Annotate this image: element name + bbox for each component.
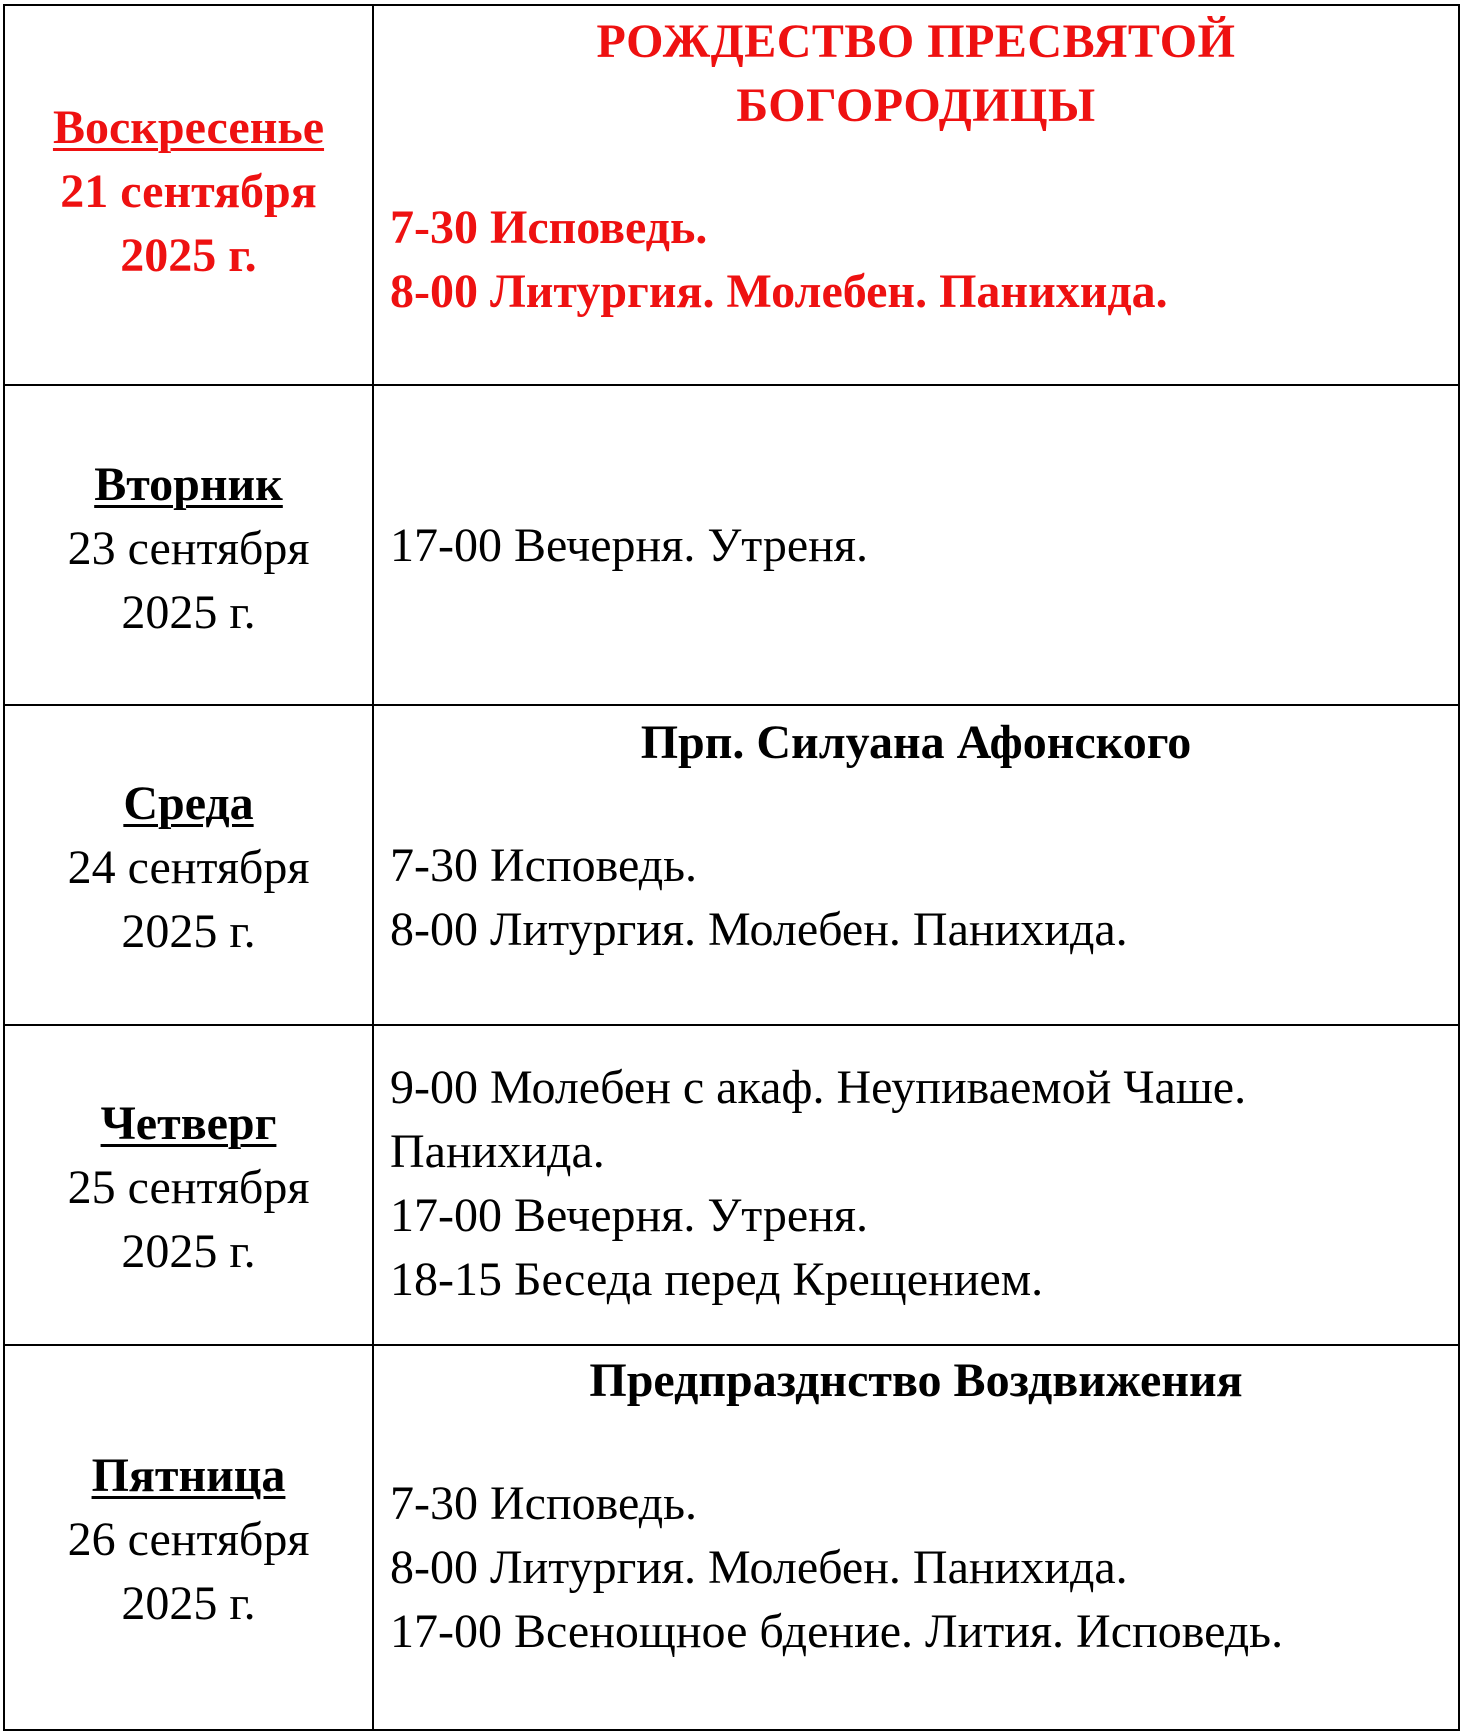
service-line: 7-30 Исповедь.: [390, 839, 698, 892]
date: 26 сентября: [67, 1513, 310, 1566]
date-cell: [4, 705, 373, 1025]
weekday: Вторник: [94, 458, 283, 511]
schedule-row-friday: [4, 1345, 1459, 1730]
date: 21 сентября: [60, 165, 317, 218]
service-line: 18-15 Беседа перед Крещением.: [390, 1253, 1044, 1306]
service-line: 9-00 Молебен с акаф. Неупиваемой Чаше.: [390, 1061, 1247, 1114]
services-cell: [373, 705, 1459, 1025]
service-line: 8-00 Литургия. Молебен. Панихида.: [390, 265, 1168, 318]
service-line: 17-00 Всенощное бдение. Лития. Исповедь.: [390, 1605, 1284, 1658]
feast-title: Предпразднство Воздвижения: [589, 1354, 1243, 1407]
weekday: Четверг: [100, 1097, 277, 1150]
service-line: 8-00 Литургия. Молебен. Панихида.: [390, 1541, 1128, 1594]
service-line: 7-30 Исповедь.: [390, 1477, 698, 1530]
schedule-row-tuesday: [4, 385, 1459, 705]
services-cell: [373, 385, 1459, 705]
schedule-row-thursday: [4, 1025, 1459, 1345]
date-cell: [4, 1345, 373, 1730]
service-line: 17-00 Вечерня. Утреня.: [390, 519, 868, 572]
service-line: Панихида.: [390, 1125, 605, 1178]
year: 2025 г.: [121, 1225, 256, 1278]
services-cell: [373, 1345, 1459, 1730]
date: 24 сентября: [67, 841, 310, 894]
feast-title: РОЖДЕСТВО ПРЕСВЯТОЙ: [596, 15, 1236, 68]
weekday: Пятница: [91, 1449, 286, 1502]
weekday: Среда: [123, 777, 254, 830]
year: 2025 г.: [121, 586, 256, 639]
date-cell: [4, 5, 373, 385]
services-cell: [373, 1025, 1459, 1345]
feast-title: Прп. Силуана Афонского: [640, 716, 1192, 769]
schedule-row-sunday: [4, 5, 1459, 385]
services-cell: [373, 5, 1459, 385]
service-line: 8-00 Литургия. Молебен. Панихида.: [390, 903, 1128, 956]
date: 25 сентября: [67, 1161, 310, 1214]
feast-title: БОГОРОДИЦЫ: [736, 79, 1096, 132]
year: 2025 г.: [121, 1577, 256, 1630]
date: 23 сентября: [67, 522, 310, 575]
schedule-row-wednesday: [4, 705, 1459, 1025]
weekday: Воскресенье: [52, 101, 325, 154]
year: 2025 г.: [121, 905, 256, 958]
year: 2025 г.: [120, 229, 257, 282]
schedule-table: [3, 4, 1460, 1731]
service-line: 7-30 Исповедь.: [390, 201, 708, 254]
date-cell: [4, 1025, 373, 1345]
service-line: 17-00 Вечерня. Утреня.: [390, 1189, 868, 1242]
date-cell: [4, 385, 373, 705]
